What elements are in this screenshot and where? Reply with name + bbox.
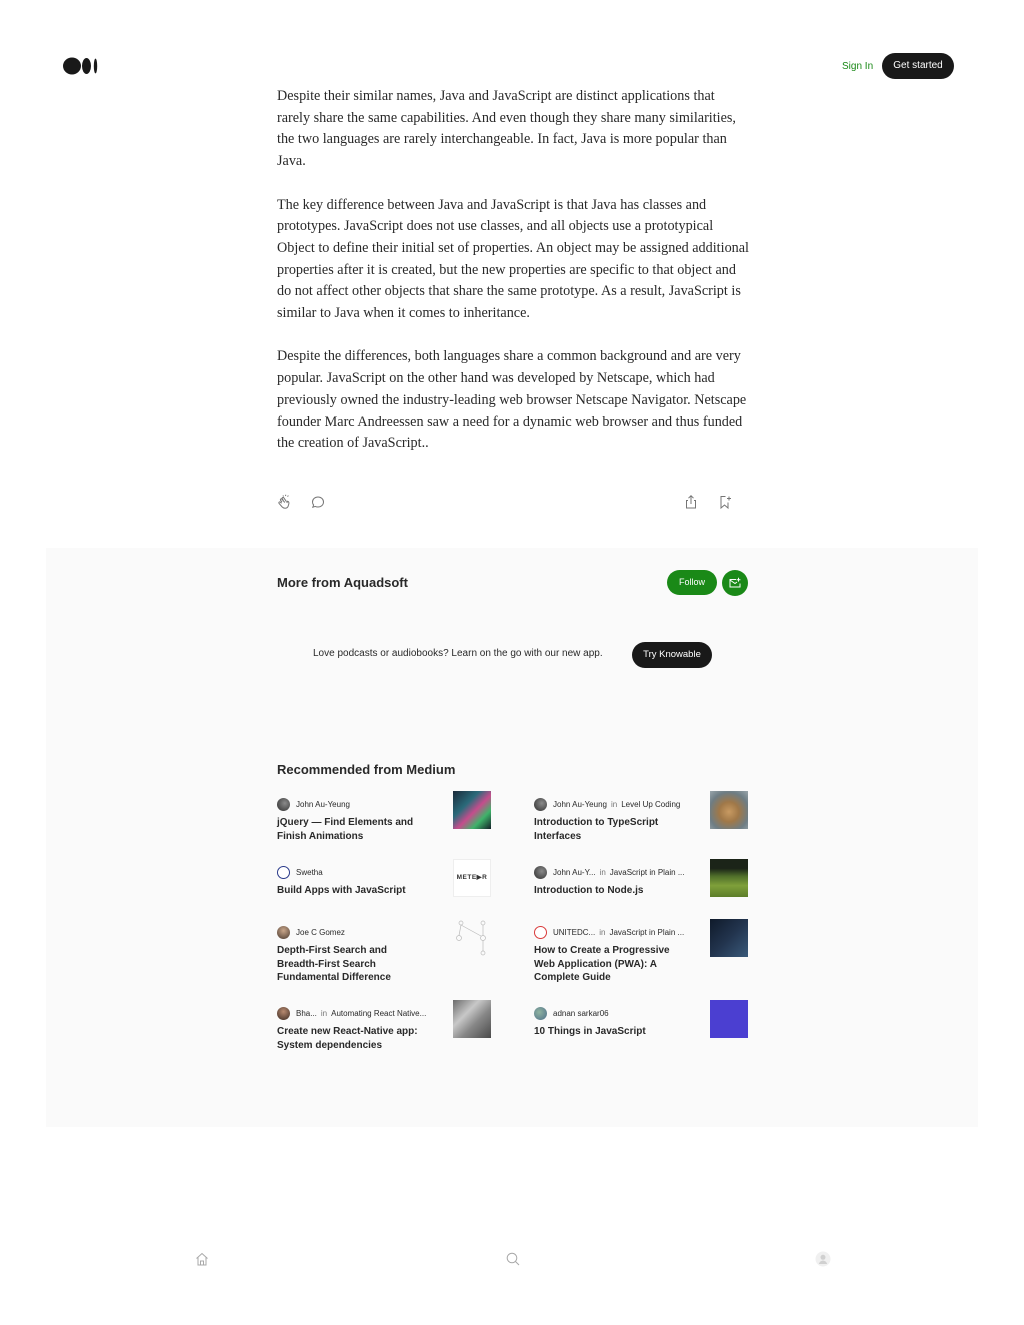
try-knowable-button[interactable]: Try Knowable bbox=[632, 642, 712, 668]
author-name[interactable]: John Au-Yeung bbox=[296, 799, 350, 809]
recommended-card[interactable] bbox=[534, 1006, 748, 1066]
publication-name[interactable]: JavaScript in Plain ... bbox=[609, 927, 685, 937]
card-title[interactable]: 10 Things in JavaScript bbox=[534, 1026, 646, 1037]
promo-text: Love podcasts or audiobooks? Learn on the go with our new app. bbox=[313, 648, 603, 659]
article-paragraph: The key difference between Java and JavaScript is that Java has classes and prototypes. JavaScript does not use classes, and all objects use a prototypical Object to define their initial set of properties. An object may be assigned additional properties after it is created, but the new properties are specific to that object and do not affect other objects that share the same prototype. As a result, JavaScript is similar to Java when it comes to inheritance. bbox=[277, 196, 749, 322]
top-navbar bbox=[46, 44, 978, 88]
author-name[interactable]: Joe C Gomez bbox=[296, 927, 345, 937]
author-avatar bbox=[277, 926, 290, 939]
author-avatar bbox=[534, 866, 547, 879]
more-from-title: More from Aquadsoft bbox=[277, 575, 408, 590]
recommended-card[interactable] bbox=[534, 925, 748, 985]
recommended-card[interactable] bbox=[277, 865, 491, 925]
publication-name[interactable]: Automating React Native... bbox=[331, 1008, 427, 1018]
meteor-logo-text: METE▶R bbox=[456, 874, 488, 881]
author-name[interactable]: Bha... bbox=[296, 1008, 317, 1018]
author-name[interactable]: adnan sarkar06 bbox=[553, 1008, 609, 1018]
card-thumbnail[interactable] bbox=[453, 791, 491, 829]
recommended-card[interactable] bbox=[277, 1006, 491, 1066]
article-paragraph: Despite the differences, both languages share a common background and are very popular. JavaScript on the other hand was developed by Netscape, which had previously owned the industry-leading web browser Netscape Navigator. Netscape founder Marc Andreessen saw a need for a dynamic web browser and thus funded the creation of JavaScript.. bbox=[277, 348, 747, 452]
medium-logo-icon[interactable] bbox=[63, 56, 99, 76]
author-avatar bbox=[534, 1007, 547, 1020]
recommended-title: Recommended from Medium bbox=[277, 762, 456, 777]
card-title[interactable]: Introduction to TypeScript Interfaces bbox=[534, 817, 659, 842]
author-avatar bbox=[277, 866, 290, 879]
bookmark-add-icon[interactable] bbox=[717, 494, 733, 510]
subscribe-email-button[interactable] bbox=[722, 570, 748, 596]
publication-name[interactable]: JavaScript in Plain ... bbox=[609, 867, 685, 877]
card-thumbnail[interactable] bbox=[453, 1000, 491, 1038]
sign-in-link[interactable]: Sign In bbox=[842, 61, 874, 72]
author-name[interactable]: UNITEDC... bbox=[553, 927, 596, 937]
author-avatar bbox=[277, 1007, 290, 1020]
profile-avatar-icon[interactable] bbox=[815, 1251, 831, 1267]
card-title[interactable]: Depth-First Search and Breadth-First Search Fundamental Difference bbox=[277, 945, 391, 983]
card-thumbnail[interactable] bbox=[710, 791, 748, 829]
card-meta: John Au-Y... in JavaScript in Plain ... bbox=[534, 865, 685, 879]
email-plus-icon bbox=[729, 577, 741, 589]
author-avatar bbox=[534, 798, 547, 811]
card-meta: Bha... in Automating React Native... bbox=[277, 1006, 426, 1020]
card-title[interactable]: Build Apps with JavaScript bbox=[277, 885, 406, 896]
author-name[interactable]: Swetha bbox=[296, 867, 323, 877]
author-name[interactable]: John Au-Y... bbox=[553, 867, 596, 877]
card-thumbnail[interactable] bbox=[710, 919, 748, 957]
card-title[interactable]: Create new React-Native app: System dependencies bbox=[277, 1026, 418, 1051]
article-body bbox=[277, 86, 749, 477]
publication-name[interactable]: Level Up Coding bbox=[621, 799, 681, 809]
more-from-section bbox=[46, 548, 978, 1127]
author-name[interactable]: John Au-Yeung bbox=[553, 799, 607, 809]
clap-icon[interactable] bbox=[277, 494, 293, 510]
share-icon[interactable] bbox=[683, 494, 699, 510]
card-thumbnail[interactable] bbox=[710, 1000, 748, 1038]
article-paragraph: Despite their similar names, Java and JavaScript are distinct applications that rarely share the same capabilities. And even though they share many similarities, the two languages are rarely interchangeable. In fact, Java is more popular than Java. bbox=[277, 88, 736, 170]
card-meta: John Au-Yeung in Level Up Coding bbox=[534, 797, 680, 811]
card-thumbnail[interactable] bbox=[453, 919, 491, 957]
card-thumbnail[interactable] bbox=[453, 859, 491, 897]
article-actions bbox=[277, 494, 749, 512]
card-title[interactable]: jQuery — Find Elements and Finish Animations bbox=[277, 817, 414, 842]
card-meta: UNITEDC... in JavaScript in Plain ... bbox=[534, 925, 684, 939]
card-meta bbox=[534, 1006, 609, 1020]
recommended-card[interactable] bbox=[534, 797, 748, 857]
search-icon[interactable] bbox=[505, 1251, 521, 1267]
author-avatar bbox=[534, 926, 547, 939]
recommended-card[interactable] bbox=[534, 865, 748, 925]
comment-icon[interactable] bbox=[310, 494, 326, 510]
card-meta bbox=[277, 797, 350, 811]
author-avatar bbox=[277, 798, 290, 811]
card-title[interactable]: How to Create a Progressive Web Application (PWA): A Complete Guide bbox=[534, 945, 670, 983]
get-started-button[interactable]: Get started bbox=[882, 53, 954, 79]
graph-diagram-icon bbox=[453, 919, 491, 957]
recommended-card[interactable] bbox=[277, 797, 491, 857]
card-meta bbox=[277, 865, 323, 879]
card-meta bbox=[277, 925, 345, 939]
follow-button[interactable]: Follow bbox=[667, 570, 717, 595]
home-icon[interactable] bbox=[194, 1251, 210, 1267]
card-title[interactable]: Introduction to Node.js bbox=[534, 885, 644, 896]
card-thumbnail[interactable] bbox=[710, 859, 748, 897]
recommended-card[interactable] bbox=[277, 925, 491, 985]
